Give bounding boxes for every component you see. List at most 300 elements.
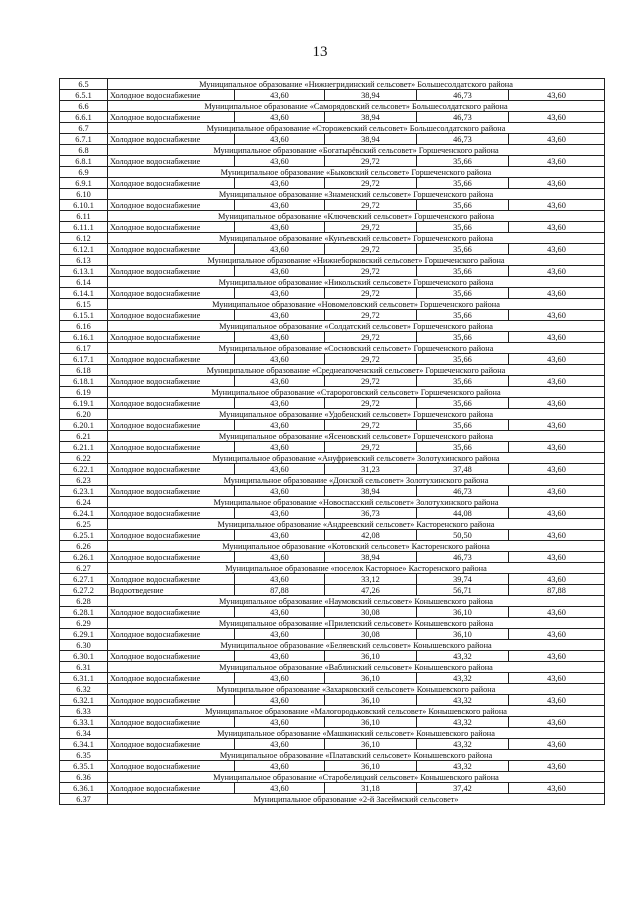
tariff-value-v3: 43,32: [417, 739, 509, 750]
service-row: [60, 200, 605, 211]
row-number: 6.13: [60, 255, 108, 266]
municipality-row: [60, 706, 605, 717]
municipality-row: [60, 343, 605, 354]
tariff-value-v4: 43,60: [509, 442, 605, 453]
service-name: Холодное водоснабжение: [108, 717, 235, 728]
tariff-value-v3: 35,66: [417, 354, 509, 365]
row-number: 6.34.1: [60, 739, 108, 750]
municipality-row: [60, 123, 605, 134]
tariff-value-v4: 43,60: [509, 90, 605, 101]
municipality-row: [60, 453, 605, 464]
tariff-value-v2: 29,72: [325, 420, 417, 431]
row-number: 6.37: [60, 794, 108, 805]
tariff-value-v1: 43,60: [235, 783, 325, 794]
row-number: 6.6.1: [60, 112, 108, 123]
tariff-value-v1: 43,60: [235, 530, 325, 541]
row-number: 6.20: [60, 409, 108, 420]
municipality-row: [60, 541, 605, 552]
municipality-name: Муниципальное образование «Нижнеборковский сельсовет» Горшеченского района: [108, 255, 605, 266]
municipality-name: Муниципальное образование «Сосновский сельсовет» Горшеченского района: [108, 343, 605, 354]
tariff-value-v3: 43,32: [417, 761, 509, 772]
tariff-value-v3: 35,66: [417, 442, 509, 453]
municipality-name: Муниципальное образование «Андреевский сельсовет» Касторенского района: [108, 519, 605, 530]
tariff-value-v2: 29,72: [325, 310, 417, 321]
tariff-value-v4: 43,60: [509, 398, 605, 409]
row-number: 6.22.1: [60, 464, 108, 475]
tariff-value-v2: 36,10: [325, 717, 417, 728]
tariff-value-v3: 35,66: [417, 244, 509, 255]
tariff-value-v1: 43,60: [235, 332, 325, 343]
tariff-value-v2: 38,94: [325, 90, 417, 101]
municipality-name: Муниципальное образование «Сторожевский сельсовет» Большесолдатского района: [108, 123, 605, 134]
tariff-value-v4: 43,60: [509, 134, 605, 145]
row-number: 6.25: [60, 519, 108, 530]
service-row: [60, 288, 605, 299]
row-number: 6.26.1: [60, 552, 108, 563]
municipality-name: Муниципальное образование «Богатырёвский сельсовет» Горшеченского района: [108, 145, 605, 156]
tariff-value-v2: 38,94: [325, 134, 417, 145]
tariff-value-v1: 43,60: [235, 739, 325, 750]
municipality-name: Муниципальное образование «Прилепский сельсовет» Конышевского района: [108, 618, 605, 629]
tariff-value-v4: 43,60: [509, 530, 605, 541]
municipality-row: [60, 596, 605, 607]
row-number: 6.10.1: [60, 200, 108, 211]
tariff-value-v1: 43,60: [235, 761, 325, 772]
tariff-value-v4: 43,60: [509, 288, 605, 299]
service-name: Холодное водоснабжение: [108, 376, 235, 387]
service-row: [60, 673, 605, 684]
tariff-value-v3: 37,48: [417, 464, 509, 475]
tariff-value-v2: 36,10: [325, 695, 417, 706]
tariff-value-v2: 36,10: [325, 739, 417, 750]
municipality-row: [60, 772, 605, 783]
tariff-value-v3: 35,66: [417, 398, 509, 409]
row-number: 6.17: [60, 343, 108, 354]
row-number: 6.20.1: [60, 420, 108, 431]
service-name: Холодное водоснабжение: [108, 442, 235, 453]
row-number: 6.33: [60, 706, 108, 717]
tariff-value-v3: 46,73: [417, 112, 509, 123]
tariff-value-v4: 43,60: [509, 673, 605, 684]
municipality-name: Муниципальное образование «Солдатский сельсовет» Горшеченского района: [108, 321, 605, 332]
tariff-value-v2: 29,72: [325, 222, 417, 233]
service-name: Холодное водоснабжение: [108, 739, 235, 750]
service-name: Холодное водоснабжение: [108, 420, 235, 431]
municipality-row: [60, 145, 605, 156]
municipality-name: Муниципальное образование «Машкинский сельсовет» Конышевского района: [108, 728, 605, 739]
row-number: 6.24.1: [60, 508, 108, 519]
tariff-value-v1: 43,60: [235, 464, 325, 475]
service-name: Холодное водоснабжение: [108, 222, 235, 233]
tariff-value-v1: 43,60: [235, 420, 325, 431]
row-number: 6.29.1: [60, 629, 108, 640]
tariff-value-v3: 44,08: [417, 508, 509, 519]
row-number: 6.27: [60, 563, 108, 574]
row-number: 6.15.1: [60, 310, 108, 321]
service-row: [60, 112, 605, 123]
row-number: 6.36.1: [60, 783, 108, 794]
tariff-value-v3: 35,66: [417, 200, 509, 211]
tariff-value-v4: 43,60: [509, 695, 605, 706]
row-number: 6.21: [60, 431, 108, 442]
tariff-value-v4: 43,60: [509, 629, 605, 640]
row-number: 6.8.1: [60, 156, 108, 167]
row-number: 6.22: [60, 453, 108, 464]
service-row: [60, 354, 605, 365]
tariff-value-v2: 42,08: [325, 530, 417, 541]
service-name: Холодное водоснабжение: [108, 134, 235, 145]
service-row: [60, 530, 605, 541]
service-row: [60, 332, 605, 343]
tariff-value-v2: 38,94: [325, 112, 417, 123]
tariff-value-v4: 43,60: [509, 112, 605, 123]
row-number: 6.12: [60, 233, 108, 244]
service-name: Холодное водоснабжение: [108, 607, 235, 618]
tariff-value-v3: 37,42: [417, 783, 509, 794]
municipality-name: Муниципальное образование «Знаменский сельсовет» Горшеченского района: [108, 189, 605, 200]
service-name: Холодное водоснабжение: [108, 530, 235, 541]
tariff-value-v2: 38,94: [325, 486, 417, 497]
tariff-table: [59, 78, 605, 805]
service-name: Холодное водоснабжение: [108, 354, 235, 365]
tariff-value-v3: 43,32: [417, 673, 509, 684]
municipality-row: [60, 475, 605, 486]
tariff-value-v1: 43,60: [235, 651, 325, 662]
service-name: Холодное водоснабжение: [108, 552, 235, 563]
tariff-value-v2: 33,12: [325, 574, 417, 585]
tariff-value-v3: 46,73: [417, 134, 509, 145]
tariff-value-v2: 38,94: [325, 552, 417, 563]
municipality-row: [60, 497, 605, 508]
municipality-name: Муниципальное образование «Новоспасский сельсовет» Золотухинского района: [108, 497, 605, 508]
service-name: Холодное водоснабжение: [108, 266, 235, 277]
municipality-name: Муниципальное образование «поселок Касторное» Касторенского района: [108, 563, 605, 574]
municipality-row: [60, 409, 605, 420]
row-number: 6.31: [60, 662, 108, 673]
municipality-name: Муниципальное образование «Удобенский сельсовет» Горшеченского района: [108, 409, 605, 420]
row-number: 6.11.1: [60, 222, 108, 233]
row-number: 6.26: [60, 541, 108, 552]
municipality-name: Муниципальное образование «Никольский сельсовет» Горшеченского района: [108, 277, 605, 288]
service-name: Холодное водоснабжение: [108, 783, 235, 794]
service-row: [60, 266, 605, 277]
row-number: 6.7.1: [60, 134, 108, 145]
municipality-name: Муниципальное образование «Ясеновский сельсовет» Горшеченского района: [108, 431, 605, 442]
tariff-value-v2: 47,26: [325, 585, 417, 596]
row-number: 6.7: [60, 123, 108, 134]
row-number: 6.19: [60, 387, 108, 398]
row-number: 6.28: [60, 596, 108, 607]
service-row: [60, 607, 605, 618]
tariff-value-v4: 43,60: [509, 200, 605, 211]
tariff-value-v1: 87,88: [235, 585, 325, 596]
tariff-value-v4: 43,60: [509, 739, 605, 750]
tariff-value-v3: 43,32: [417, 695, 509, 706]
tariff-value-v2: 29,72: [325, 288, 417, 299]
tariff-value-v1: 43,60: [235, 398, 325, 409]
service-name: Холодное водоснабжение: [108, 156, 235, 167]
service-name: Водоотведение: [108, 585, 235, 596]
tariff-value-v1: 43,60: [235, 112, 325, 123]
tariff-value-v4: 43,60: [509, 464, 605, 475]
tariff-value-v3: 35,66: [417, 156, 509, 167]
row-number: 6.8: [60, 145, 108, 156]
tariff-value-v4: 43,60: [509, 310, 605, 321]
tariff-value-v4: 43,60: [509, 574, 605, 585]
service-row: [60, 90, 605, 101]
municipality-row: [60, 640, 605, 651]
service-name: Холодное водоснабжение: [108, 695, 235, 706]
service-name: Холодное водоснабжение: [108, 90, 235, 101]
service-row: [60, 310, 605, 321]
row-number: 6.35: [60, 750, 108, 761]
tariff-value-v2: 29,72: [325, 266, 417, 277]
tariff-value-v2: 36,10: [325, 673, 417, 684]
service-row: [60, 398, 605, 409]
tariff-value-v1: 43,60: [235, 486, 325, 497]
row-number: 6.32: [60, 684, 108, 695]
municipality-name: Муниципальное образование «Ануфриевский сельсовет» Золотухинского района: [108, 453, 605, 464]
tariff-value-v1: 43,60: [235, 90, 325, 101]
row-number: 6.18.1: [60, 376, 108, 387]
tariff-value-v3: 46,73: [417, 90, 509, 101]
row-number: 6.23: [60, 475, 108, 486]
municipality-row: [60, 387, 605, 398]
municipality-row: [60, 365, 605, 376]
service-name: Холодное водоснабжение: [108, 244, 235, 255]
row-number: 6.21.1: [60, 442, 108, 453]
tariff-value-v3: 39,74: [417, 574, 509, 585]
row-number: 6.5: [60, 79, 108, 90]
service-row: [60, 156, 605, 167]
service-name: Холодное водоснабжение: [108, 288, 235, 299]
tariff-value-v3: 35,66: [417, 178, 509, 189]
service-row: [60, 651, 605, 662]
tariff-value-v2: 30,08: [325, 607, 417, 618]
tariff-value-v2: 29,72: [325, 200, 417, 211]
service-row: [60, 244, 605, 255]
tariff-value-v4: 43,60: [509, 420, 605, 431]
row-number: 6.5.1: [60, 90, 108, 101]
tariff-value-v3: 35,66: [417, 266, 509, 277]
row-number: 6.13.1: [60, 266, 108, 277]
tariff-value-v1: 43,60: [235, 442, 325, 453]
row-number: 6.12.1: [60, 244, 108, 255]
row-number: 6.17.1: [60, 354, 108, 365]
service-name: Холодное водоснабжение: [108, 508, 235, 519]
service-row: [60, 585, 605, 596]
row-number: 6.16.1: [60, 332, 108, 343]
row-number: 6.27.2: [60, 585, 108, 596]
municipality-row: [60, 277, 605, 288]
service-row: [60, 376, 605, 387]
service-name: Холодное водоснабжение: [108, 574, 235, 585]
municipality-row: [60, 167, 605, 178]
tariff-value-v3: 35,66: [417, 376, 509, 387]
tariff-value-v1: 43,60: [235, 508, 325, 519]
service-row: [60, 464, 605, 475]
service-row: [60, 486, 605, 497]
tariff-value-v3: 35,66: [417, 420, 509, 431]
tariff-value-v1: 43,60: [235, 629, 325, 640]
service-name: Холодное водоснабжение: [108, 629, 235, 640]
municipality-row: [60, 684, 605, 695]
tariff-value-v1: 43,60: [235, 376, 325, 387]
tariff-value-v2: 36,73: [325, 508, 417, 519]
tariff-value-v1: 43,60: [235, 552, 325, 563]
service-row: [60, 178, 605, 189]
municipality-name: Муниципальное образование «Старобелицкий сельсовет» Конышевского района: [108, 772, 605, 783]
tariff-value-v4: 43,60: [509, 552, 605, 563]
tariff-value-v1: 43,60: [235, 695, 325, 706]
service-row: [60, 134, 605, 145]
municipality-name: Муниципальное образование «Захарковский сельсовет» Конышевского района: [108, 684, 605, 695]
tariff-value-v4: 43,60: [509, 266, 605, 277]
row-number: 6.36: [60, 772, 108, 783]
tariff-value-v3: 46,73: [417, 552, 509, 563]
tariff-value-v1: 43,60: [235, 222, 325, 233]
row-number: 6.27.1: [60, 574, 108, 585]
row-number: 6.14.1: [60, 288, 108, 299]
row-number: 6.6: [60, 101, 108, 112]
row-number: 6.9.1: [60, 178, 108, 189]
page-number: 13: [312, 44, 328, 60]
tariff-value-v3: 35,66: [417, 222, 509, 233]
municipality-name: Муниципальное образование «2-й Засеймский сельсовет»: [108, 794, 605, 805]
tariff-value-v4: 43,60: [509, 607, 605, 618]
municipality-row: [60, 189, 605, 200]
municipality-name: Муниципальное образование «Саморядовский сельсовет» Большесолдатского района: [108, 101, 605, 112]
tariff-value-v1: 43,60: [235, 673, 325, 684]
tariff-value-v2: 29,72: [325, 398, 417, 409]
tariff-value-v1: 43,60: [235, 134, 325, 145]
tariff-value-v1: 43,60: [235, 310, 325, 321]
tariff-value-v4: 43,60: [509, 717, 605, 728]
tariff-value-v3: 36,10: [417, 607, 509, 618]
tariff-value-v1: 43,60: [235, 178, 325, 189]
row-number: 6.31.1: [60, 673, 108, 684]
tariff-value-v4: 43,60: [509, 244, 605, 255]
municipality-name: Муниципальное образование «Старороговский сельсовет» Горшеченского района: [108, 387, 605, 398]
service-row: [60, 442, 605, 453]
service-row: [60, 552, 605, 563]
row-number: 6.9: [60, 167, 108, 178]
tariff-value-v2: 36,10: [325, 761, 417, 772]
tariff-value-v4: 43,60: [509, 761, 605, 772]
tariff-value-v2: 29,72: [325, 376, 417, 387]
tariff-value-v2: 31,23: [325, 464, 417, 475]
tariff-value-v3: 35,66: [417, 288, 509, 299]
service-name: Холодное водоснабжение: [108, 398, 235, 409]
municipality-row: [60, 211, 605, 222]
service-name: Холодное водоснабжение: [108, 200, 235, 211]
row-number: 6.16: [60, 321, 108, 332]
municipality-name: Муниципальное образование «Ваблинский сельсовет» Конышевского района: [108, 662, 605, 673]
tariff-table-body: [60, 79, 605, 805]
row-number: 6.30.1: [60, 651, 108, 662]
municipality-row: [60, 299, 605, 310]
tariff-value-v2: 36,10: [325, 651, 417, 662]
tariff-value-v2: 31,18: [325, 783, 417, 794]
service-row: [60, 717, 605, 728]
tariff-value-v1: 43,60: [235, 574, 325, 585]
row-number: 6.19.1: [60, 398, 108, 409]
municipality-row: [60, 431, 605, 442]
tariff-value-v2: 29,72: [325, 156, 417, 167]
tariff-value-v1: 43,60: [235, 354, 325, 365]
tariff-value-v2: 29,72: [325, 332, 417, 343]
tariff-value-v4: 43,60: [509, 332, 605, 343]
municipality-name: Муниципальное образование «Малогородьковский сельсовет» Конышевского района: [108, 706, 605, 717]
municipality-name: Муниципальное образование «Платавский сельсовет» Конышевского района: [108, 750, 605, 761]
service-name: Холодное водоснабжение: [108, 464, 235, 475]
tariff-value-v2: 29,72: [325, 244, 417, 255]
row-number: 6.24: [60, 497, 108, 508]
service-row: [60, 574, 605, 585]
service-name: Холодное водоснабжение: [108, 310, 235, 321]
service-name: Холодное водоснабжение: [108, 673, 235, 684]
tariff-value-v2: 29,72: [325, 354, 417, 365]
service-row: [60, 420, 605, 431]
tariff-value-v1: 43,60: [235, 244, 325, 255]
tariff-value-v3: 35,66: [417, 310, 509, 321]
row-number: 6.34: [60, 728, 108, 739]
service-row: [60, 629, 605, 640]
municipality-name: Муниципальное образование «Наумовский сельсовет» Конышевского района: [108, 596, 605, 607]
tariff-value-v4: 43,60: [509, 222, 605, 233]
service-row: [60, 695, 605, 706]
row-number: 6.28.1: [60, 607, 108, 618]
tariff-value-v2: 30,08: [325, 629, 417, 640]
tariff-value-v2: 29,72: [325, 178, 417, 189]
row-number: 6.30: [60, 640, 108, 651]
tariff-value-v3: 56,71: [417, 585, 509, 596]
tariff-value-v4: 43,60: [509, 783, 605, 794]
tariff-value-v1: 43,60: [235, 200, 325, 211]
row-number: 6.23.1: [60, 486, 108, 497]
service-name: Холодное водоснабжение: [108, 178, 235, 189]
tariff-value-v1: 43,60: [235, 288, 325, 299]
tariff-value-v4: 43,60: [509, 651, 605, 662]
municipality-name: Муниципальное образование «Ключевский сельсовет» Горшеченского района: [108, 211, 605, 222]
service-row: [60, 783, 605, 794]
municipality-row: [60, 618, 605, 629]
municipality-name: Муниципальное образование «Нижнегридинский сельсовет» Большесолдатского района: [108, 79, 605, 90]
row-number: 6.11: [60, 211, 108, 222]
municipality-name: Муниципальное образование «Донской сельсовет» Золотухинского района: [108, 475, 605, 486]
service-row: [60, 761, 605, 772]
municipality-name: Муниципальное образование «Новомеловский сельсовет» Горшеченского района: [108, 299, 605, 310]
row-number: 6.25.1: [60, 530, 108, 541]
row-number: 6.33.1: [60, 717, 108, 728]
municipality-row: [60, 101, 605, 112]
municipality-row: [60, 750, 605, 761]
municipality-row: [60, 662, 605, 673]
row-number: 6.35.1: [60, 761, 108, 772]
municipality-row: [60, 79, 605, 90]
tariff-value-v1: 43,60: [235, 607, 325, 618]
service-name: Холодное водоснабжение: [108, 112, 235, 123]
service-name: Холодное водоснабжение: [108, 332, 235, 343]
tariff-value-v4: 43,60: [509, 508, 605, 519]
service-name: Холодное водоснабжение: [108, 486, 235, 497]
municipality-row: [60, 255, 605, 266]
municipality-row: [60, 794, 605, 805]
service-name: Холодное водоснабжение: [108, 761, 235, 772]
tariff-value-v3: 35,66: [417, 332, 509, 343]
municipality-row: [60, 563, 605, 574]
service-row: [60, 222, 605, 233]
